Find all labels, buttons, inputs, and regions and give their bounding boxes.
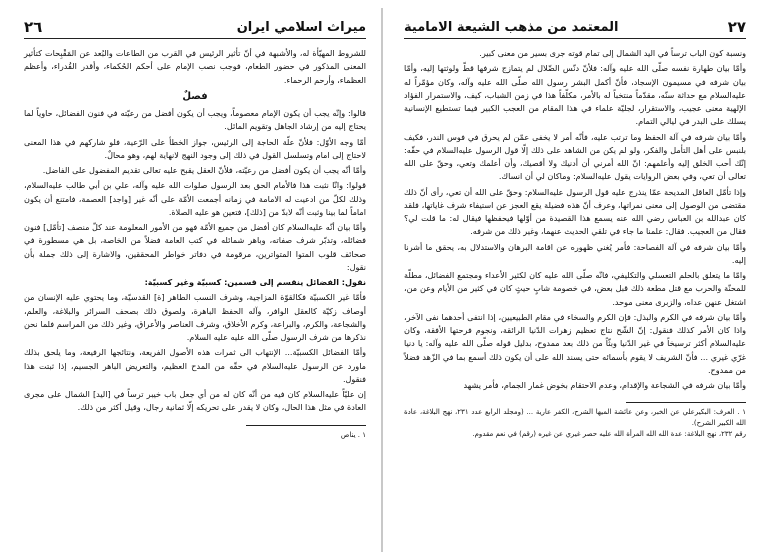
paragraph: وأمّا بيان شرفه في الشجاعة والإقدام، وعدم الاحتقام بخوض غمار الجمام، فأمر يشهد (463, 380, 746, 390)
paragraph: وإذا تأمّل العاقل المديحة عمّا ينذرج عليه قول الرسول عليه‌السلام: وحقّ على الله أن تعي، رأى أنّ ذلك مقتضى من الوصول إلى معنى نمراتها، وعرف أنّ هذه فضيلة يقع العجز عن استيفاء شرف غاياتها، فلقد كان عبدالله بن العباس رضي الله عنه يسمع هذا القصيدة من أوّلها فيحفظها فيقال له: ما قلت لي؟ فقال من العجيب. فقال: علمنا ما جاء في تلقي الحديث عنهما، وغير ذلك من شرفه. (404, 186, 746, 237)
paragraph: للشروط المهيّأة له، والأشبهة في أنّ تأثير الرئيس في القرب من الطاعات والبُعد عن المَقْبِحات كتأثير المعنى المذكور في حضور الطعام، فوجب نصب الإمام على أحكم الحُكماء، وأقدر القُدراء، وأعظم العظماء، وأرحم الرحماء. (24, 48, 366, 85)
paragraph: أمّا وجه الأوّل: فلأنّ علّة الحاجة إلى الرئيس، جواز الخطأ على الرّعية، فلو شاركهم في هذا المعنى لاحتاج إلى امام وتسلسل القول في ذلك إلى وجود النهج لانهاية لهم، وهو محالٌ. (24, 136, 366, 160)
right-page (404, 18, 746, 546)
left-page-header (24, 18, 366, 39)
paragraph: قولوا: وانّا نثبت هذا فالأمام الحق بعد الرسول صلوات الله عليه وآله، علي بن أبي طالب عليه‌السلام، وذلك لكلّ من ادعيت له الامامة في زمانه أجمعت الأمّة على أنّه غير [واجد] العصمة، فامتنع أن يكون اماماً لما بينا وثبت أنّه لابدّ من [ذلك]، فتعين هو عليه الصلاة. (24, 180, 366, 217)
section-heading: فصلٌ (182, 90, 208, 102)
paragraph: وأمّا بيان شرفه في الكرم والبذل: فإن الكرم والسخاء في مقام الطبيعيين، إذا انتفى أحدهما نفى الآخر، واذا كان الأمر كذلك فنقول: إنّ الشّح نتاج تعظيم زهرات الدّنيا الرائقة، ونجوم فرحتها الأفقة، وكان عليه‌السلام أكثر ترسيخاً في غير الدّنيا وبثّاً من ذلك بعد ممدوح، بدليل قوله صلّى الله عليه وآله: يا دنيا غرّي غيري ... فأنّ الشريف لا يقوم بأسمائه حتى يسند الله على أن يكون ذلك أسمع بما في الزّهد فضلاً من ممدوح. (404, 311, 746, 375)
footnote: رقم ٢٣٢، نهج البلاغة: عدة الله الله المرأة الله عليه حصر غيري عن غيره (رقم) في نعم مقدوم. (472, 430, 746, 439)
book-gutter (381, 8, 383, 552)
paragraph: وأمّا بيان شرفه في آلة الفصاحة: فأمر يُغني ظهوره عن اقامة البرهان والاستدلال به، يحقق ما أشرنا إليه. (404, 241, 746, 265)
footnote-divider (246, 425, 366, 426)
paragraph: نقول: الفضائل ينقسم إلى قسمين: كسبيّة وغير كسبيّة: (144, 277, 366, 287)
right-page-header (404, 18, 746, 39)
right-footnotes (404, 407, 746, 440)
left-page-running-title: ميراث اسلامي ايران (236, 19, 366, 35)
paragraph: وأمّا بيان أنّه عليه‌السلام كان أفضل من جميع الأمّة فهو من الأمور المعلومة عند كلّ منصف [تأمّل] فنون فضائله، وتدبّر شرف صفاته، وباهر شمائله في كتب العامة فضلاً من الخاصة، بل هي مسطورة في صحائف قلوب المتوا المتواترين، مرقومة في دفاتر خواطر المحققين، والاشارة إلى ذلك جملة بأن نقول: (24, 222, 366, 272)
paragraph: ونسبة كون الباب ترساً في اليد الشمال إلى تمام قوته جرى بسير من معنى كبير. (479, 48, 746, 58)
right-page-running-title: المعتمد من مذهب الشيعة الامامية (404, 19, 619, 35)
paragraph: وأمّا بيان شرفه في آلة الحفظ وما ترتب عليه، فأنّه أمر لا يخفى عمّن لم يحرق في فوس الندر، فكيف بلنبس على أهل التأمل والفكر، ولو لم يكن من الشاهد على ذلك إلّا قول الرسول عليه‌السلام في حقّه: إنّك أحب الخلق إليه وأعلمهم: انّ الله أمرني أن أدنيك ولا أقصيك، وأن أعلمك وتعي، وحقّ على الله تعالى أن تعي، وفي بعض الروايات يقول عليه‌السلام: وماكان لي أن انساك. (404, 131, 746, 182)
right-page-number: ٢٧ (727, 18, 746, 36)
footnote: ١ . العرف: البكيرعلي عن الخبر، وعن عائشة الميها الشرح، الكفر عارية ... (ومجلد الرابع عدد ٢٣١، نهج البلاغة، عادة الله الكبير الشرح). (404, 408, 746, 428)
left-page-number: ٢٦ (24, 18, 43, 36)
paragraph: وأمّا أنّه يجب أن يكون أفضل من رعيّته، فلأنّ العقل يقبح عليه تعالى تقديم المفضول على الفاضل. (42, 165, 366, 175)
left-page (24, 18, 366, 546)
left-footnotes (24, 430, 366, 441)
paragraph: إن عليّاً عليه‌السلام كان فيه من أنّه كان له من أي جعل باب خيبر ترساً في [اليد] الشمال على مجرى العادة في مثل هذا الحال، وكان لا يقدر على تحريكه إلّا ثمانية رجال، وقيل أكثر من ذلك. (24, 389, 366, 413)
right-page-body (404, 47, 746, 440)
footnote-divider (626, 402, 746, 403)
paragraph: قالوا: وإنّه يجب أن يكون الإمام معصوماً، ويجب أن يكون أفضل من رعيّته في فنون الفضائل، حاوياً لما يحتاج إليه من إرشاد الجاهل وتقويم المائل. (24, 108, 366, 132)
paragraph: وأمّا بيان طهارة نفسه صلّى الله عليه وآله: فلأنّ دنّس الضّلال لم يتمازج شرفها قطّ ولوثتها إليه، وأمّا بيان شرفه في مسيمون الإسجاد، فأنّ أكمل البشر رسول الله صلّى الله عليه وآله، وكان مؤمّراً له عليه‌السلام مع حداثة سنّه، مقدّماً منتخباً له بالأمر، مكلّفاً هذا في زمن الشباب، كيف، والاستمرار الفؤاد الإلهية معنى عجيب، والاستقرار، لجليّة علماء في هذا المقام من العجب الكبير فيما تستطيع الإنسانية يسلك على البدر في ليالي التمام. (404, 63, 746, 127)
paragraph: وأمّا الفضائل الكسبيّة... الإنتهاب الى ثمرات هذه الأصول الفريعة، ونتائجها الرفيعة، وما يلحق بذلك ماورد عن الرسول عليه‌السلام في حقّه من المدح العظيم، والتعريض الباهر الجسيم، إذا ثبتت هذا فنقول. (24, 347, 366, 384)
left-page-body (24, 47, 366, 441)
paragraph: فأمّا غير الكسبيّة فكالقوّة المزاجية، وشرف النسب الطاهر [ة] القدسيّة، وما يحتوي عليه الإنسان من أوصاف زكيّة كالعقل الوافر، وآله الحفظ الباهرة، ولصوق ذلك بصحف السرائر والبلاغة، والعلم، والشجاعة، والكرم، والبراعة، وكرم الأخلاق، وشرف العناصر والأعراق، وغير ذلك من المراسم فلما نحن نذكرها من شرف الرسول صلّى الله عليه عليه السلام. (24, 292, 366, 342)
paragraph: وامّا ما يتعلق بالحلم التعسلي والتكليفي، فانّه صلّى الله عليه كان لكثير الأعداء ومجتمع الفضائل، مطلّة للمحنّة والحرب مع قتل مطعة ذلك قبل بعض، في خصومة شابٍ حيثٍ كان في كثير من الأيام وعن من، اشتغل عنهن عداه، والزبرى معنى موحد. (404, 270, 746, 307)
footnote: ١ . يناص (340, 430, 366, 439)
